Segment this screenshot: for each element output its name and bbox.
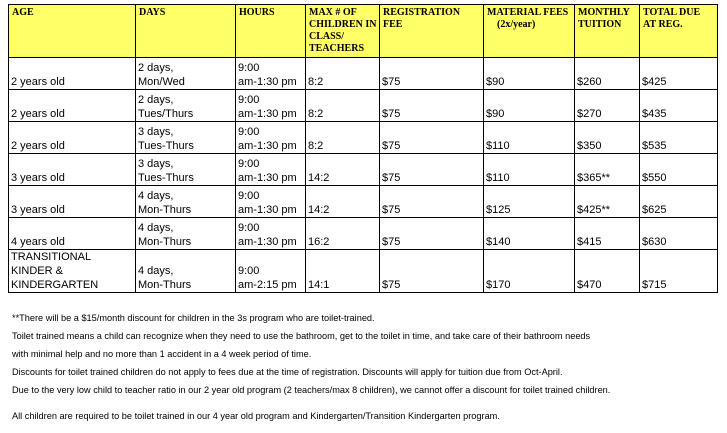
cell-ratio: 14:1 — [306, 250, 380, 293]
cell-age — [9, 250, 136, 293]
tuition-table — [8, 4, 718, 293]
cell-material: $170 — [484, 250, 575, 293]
cell-age-line1: TRANSITIONAL — [11, 251, 92, 263]
cell-total: $630 — [640, 218, 718, 250]
cell-age-line2: KINDER & — [11, 265, 63, 277]
table-row — [9, 218, 718, 250]
cell-age: 2 years old — [9, 90, 136, 122]
cell-hours-start: 9:00 — [238, 190, 260, 202]
cell-ratio: 8:2 — [306, 122, 380, 154]
cell-days — [136, 122, 236, 154]
cell-hours-start: 9:00 — [238, 62, 260, 74]
cell-monthly: $260 — [575, 58, 640, 90]
cell-total: $550 — [640, 154, 718, 186]
footnotes — [12, 309, 717, 425]
note-discount-applicability: Discounts for toilet trained children do not apply to fees due at the time of registration. Discounts will apply for tuition due from Oct-April. — [12, 367, 563, 377]
cell-hours — [236, 122, 306, 154]
cell-days-count: 3 days, — [138, 126, 174, 138]
cell-monthly: $365** — [575, 154, 640, 186]
cell-hours-start: 9:00 — [238, 126, 260, 138]
note-toilet-trained-definition-cont: with minimal help and no more than 1 accident in a 4 week period of time. — [12, 349, 312, 359]
header-hours: HOURS — [236, 5, 306, 58]
cell-material: $110 — [484, 122, 575, 154]
cell-days-count: 2 days, — [138, 94, 174, 106]
cell-days — [136, 186, 236, 218]
cell-monthly: $415 — [575, 218, 640, 250]
cell-total: $435 — [640, 90, 718, 122]
cell-days-range: Mon/Wed — [138, 76, 185, 88]
cell-age: 4 years old — [9, 218, 136, 250]
cell-material: $125 — [484, 186, 575, 218]
cell-material: $90 — [484, 90, 575, 122]
cell-hours-range: am-1:30 pm — [238, 172, 297, 184]
header-registration-fee: REGISTRATION FEE — [380, 5, 484, 58]
table-row — [9, 154, 718, 186]
note-two-year-old-program: Due to the very low child to teacher ratio in our 2 year old program (2 teachers/max 8 children), we cannot offer a discount for toilet trained children. — [12, 385, 611, 395]
cell-total: $625 — [640, 186, 718, 218]
cell-registration: $75 — [380, 218, 484, 250]
cell-material: $140 — [484, 218, 575, 250]
cell-age: 2 years old — [9, 58, 136, 90]
cell-total: $425 — [640, 58, 718, 90]
table-row — [9, 122, 718, 154]
note-toilet-trained-definition: Toilet trained means a child can recognize when they need to use the bathroom, get to the toilet in time, and take care of their bathroom needs — [12, 331, 591, 341]
cell-age-line3: KINDERGARTEN — [11, 279, 99, 291]
cell-days-count: 4 days, — [138, 265, 174, 277]
cell-hours — [236, 218, 306, 250]
header-monthly-tuition: MONTHLY TUITION — [575, 5, 640, 58]
cell-days-range: Tues-Thurs — [138, 172, 194, 184]
cell-hours-range: am-2:15 pm — [238, 279, 297, 291]
cell-days-range: Mon-Thurs — [138, 204, 192, 216]
header-material-label: MATERIAL FEES — [487, 7, 569, 18]
cell-hours-start: 9:00 — [238, 222, 260, 234]
cell-registration: $75 — [380, 90, 484, 122]
cell-total: $715 — [640, 250, 718, 293]
cell-hours-range: am-1:30 pm — [238, 204, 297, 216]
note-requirement: All children are required to be toilet trained in our 4 year old program and Kindergarten/Transition Kindergarten program. — [12, 411, 500, 421]
cell-hours-start: 9:00 — [238, 158, 260, 170]
note-discount: **There will be a $15/month discount for children in the 3s program who are toilet-trained. — [12, 313, 375, 323]
cell-days-count: 2 days, — [138, 62, 174, 74]
header-material-fees — [484, 5, 575, 58]
cell-hours-range: am-1:30 pm — [238, 108, 297, 120]
cell-hours-range: am-1:30 pm — [238, 236, 297, 248]
cell-days — [136, 90, 236, 122]
cell-material: $90 — [484, 58, 575, 90]
cell-days — [136, 154, 236, 186]
cell-days-range: Mon-Thurs — [138, 279, 192, 291]
table-row — [9, 90, 718, 122]
cell-monthly: $425** — [575, 186, 640, 218]
cell-registration: $75 — [380, 58, 484, 90]
cell-days-range: Mon-Thurs — [138, 236, 192, 248]
cell-days — [136, 218, 236, 250]
cell-monthly: $270 — [575, 90, 640, 122]
cell-ratio: 14:2 — [306, 186, 380, 218]
cell-registration: $75 — [380, 186, 484, 218]
cell-days-range: Tues-Thurs — [138, 140, 194, 152]
table-row — [9, 250, 718, 293]
cell-registration: $75 — [380, 250, 484, 293]
header-max-children: MAX # OF CHILDREN IN CLASS/ TEACHERS — [306, 5, 380, 58]
cell-days-count: 3 days, — [138, 158, 174, 170]
cell-ratio: 8:2 — [306, 90, 380, 122]
table-row — [9, 186, 718, 218]
header-age: AGE — [9, 5, 136, 58]
cell-monthly: $350 — [575, 122, 640, 154]
cell-age: 3 years old — [9, 154, 136, 186]
cell-hours-start: 9:00 — [238, 94, 260, 106]
cell-hours-range: am-1:30 pm — [238, 140, 297, 152]
header-row — [9, 5, 718, 58]
cell-days-count: 4 days, — [138, 222, 174, 234]
cell-ratio: 14:2 — [306, 154, 380, 186]
cell-age: 3 years old — [9, 186, 136, 218]
cell-hours — [236, 154, 306, 186]
cell-days — [136, 250, 236, 293]
cell-registration: $75 — [380, 122, 484, 154]
header-material-sub: (2x/year) — [497, 19, 536, 30]
header-total-due: TOTAL DUE AT REG. — [640, 5, 718, 58]
cell-age: 2 years old — [9, 122, 136, 154]
cell-material: $110 — [484, 154, 575, 186]
cell-hours-start: 9:00 — [238, 265, 260, 277]
cell-hours — [236, 250, 306, 293]
cell-ratio: 16:2 — [306, 218, 380, 250]
cell-total: $535 — [640, 122, 718, 154]
cell-hours — [236, 186, 306, 218]
cell-days-range: Tues/Thurs — [138, 108, 194, 120]
cell-ratio: 8:2 — [306, 58, 380, 90]
cell-hours — [236, 90, 306, 122]
cell-days — [136, 58, 236, 90]
table-row — [9, 58, 718, 90]
cell-hours — [236, 58, 306, 90]
cell-registration: $75 — [380, 154, 484, 186]
cell-days-count: 4 days, — [138, 190, 174, 202]
cell-monthly: $470 — [575, 250, 640, 293]
header-days: DAYS — [136, 5, 236, 58]
cell-hours-range: am-1:30 pm — [238, 76, 297, 88]
